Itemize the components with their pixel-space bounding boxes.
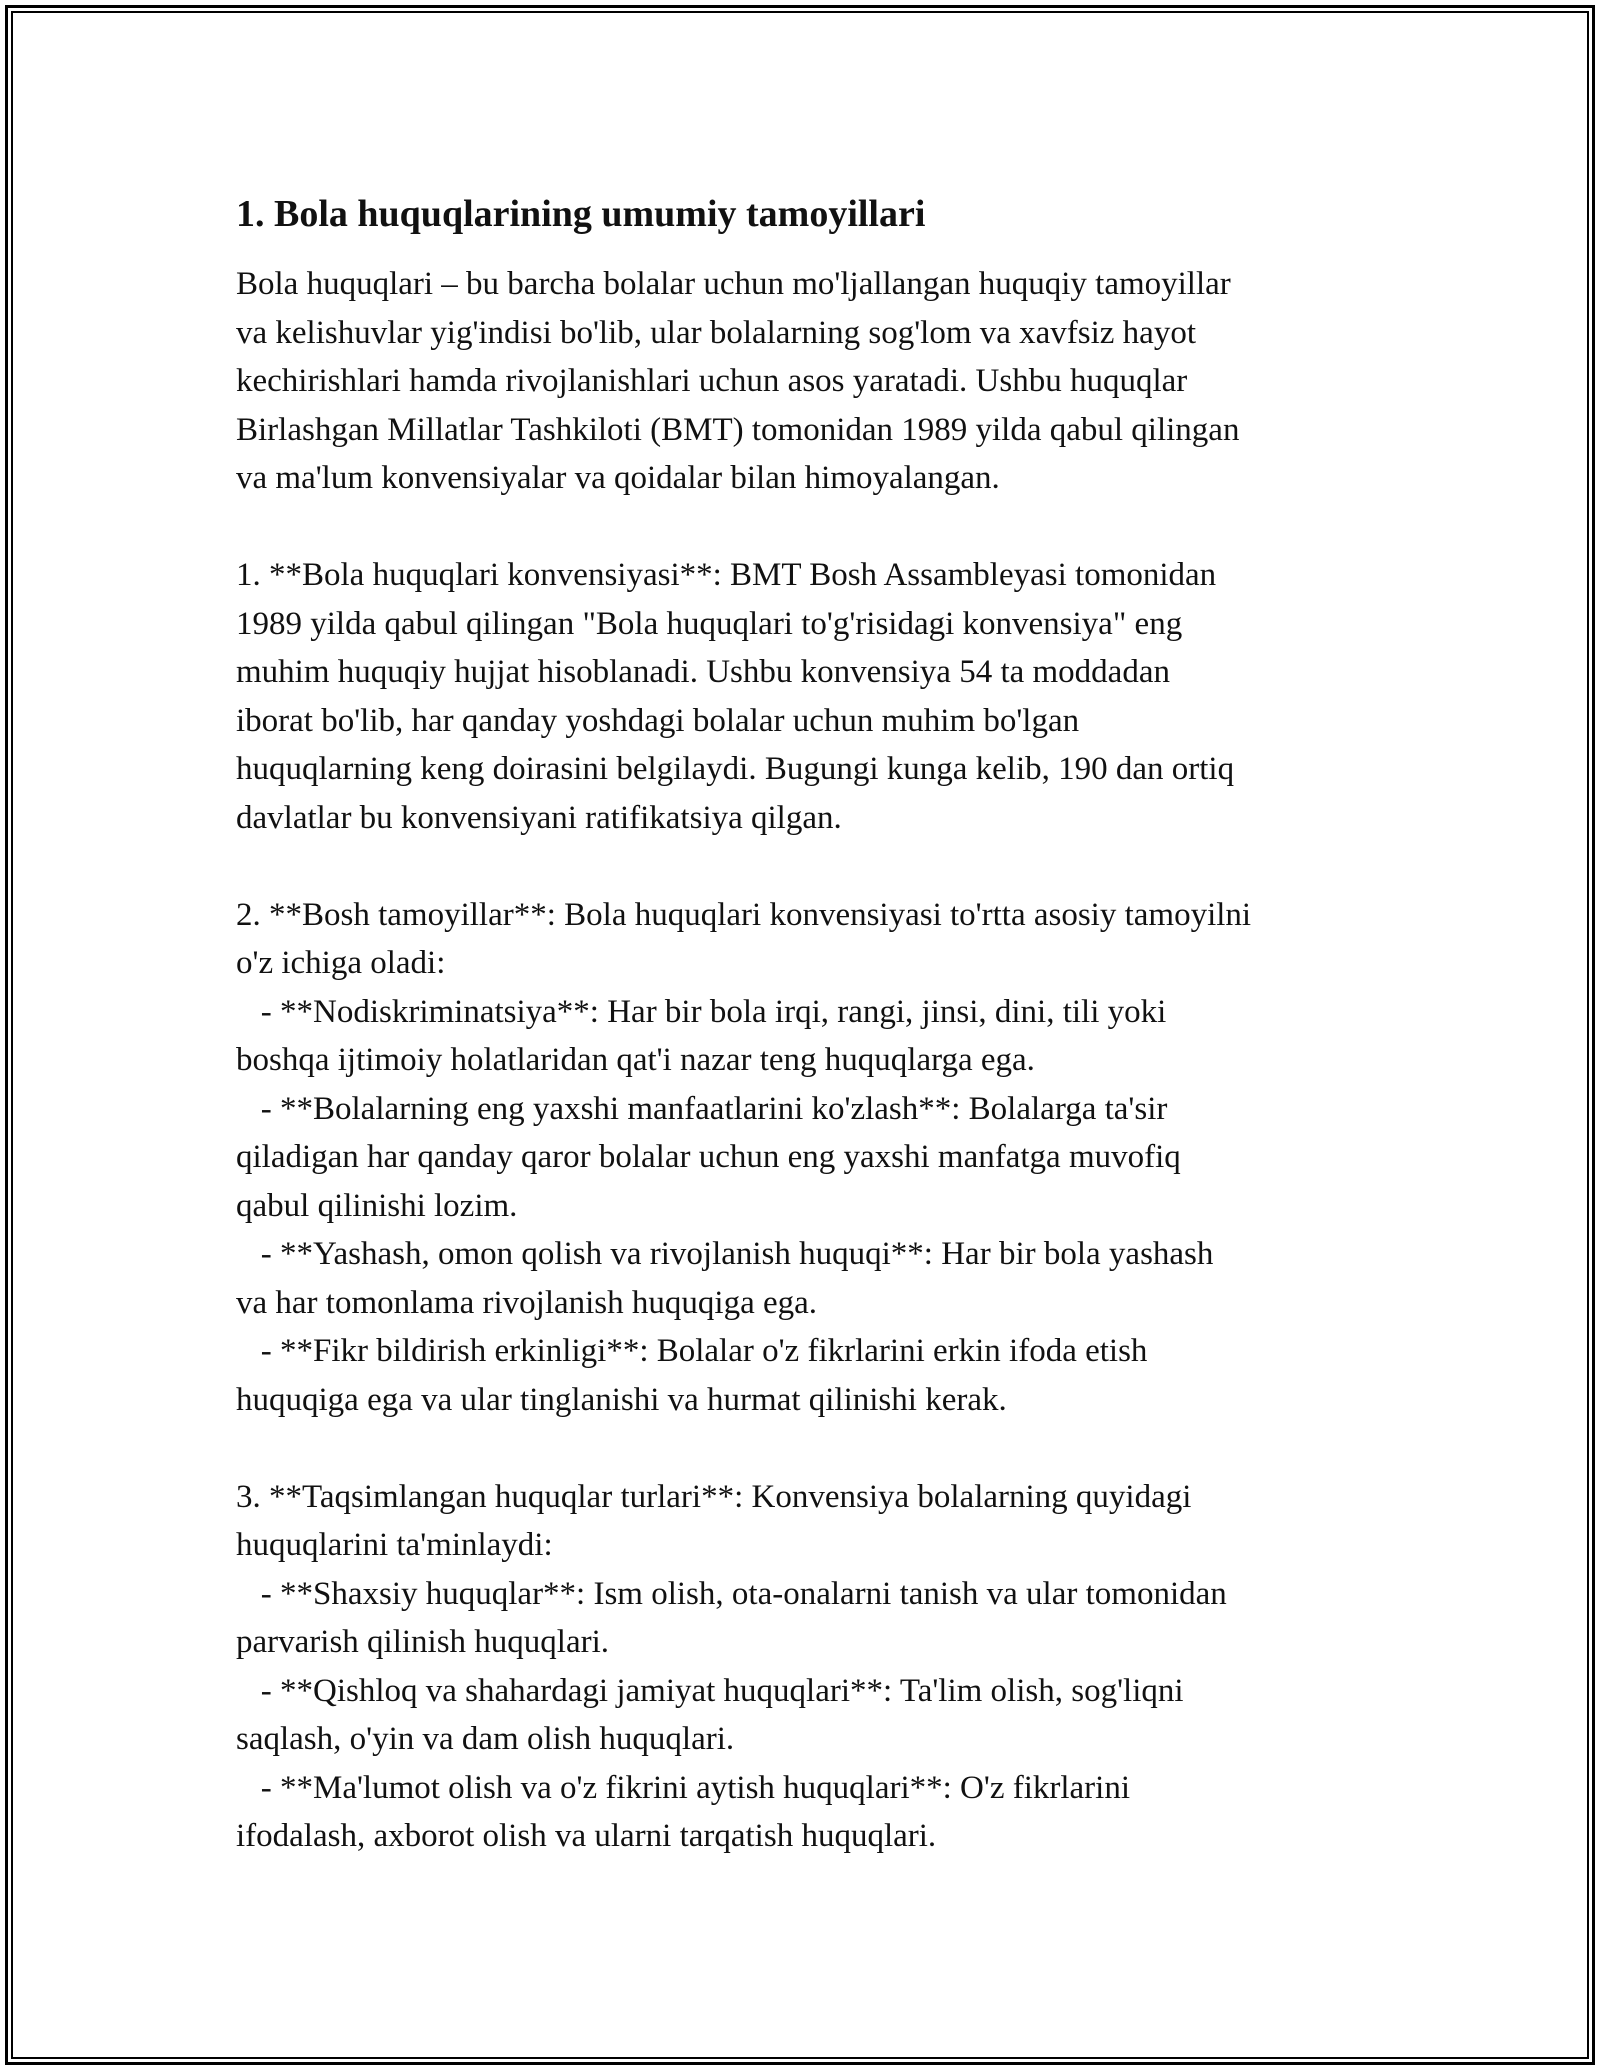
section-2-paragraph: 2. **Bosh tamoyillar**: Bola huquqlari konvensiyasi to'rtta asosiy tamoyilni o'z ichiga oladi: - **Nodiskriminatsiya**: Har bir bola irqi, rangi, jinsi, dini, tili yoki boshqa ijtimoiy holatlaridan qat'i nazar teng huquqlarga ega. - **Bolalarning eng yaxshi manfaatlarini ko'zlash**: Bolalarga ta'sir qiladigan har qanday qaror bolalar uchun eng yaxshi manfatga muvofiq qabul qilinishi lozim. - **Yashash, omon qolish va rivojlanish huquqi**: Har bir bola yashash va har tomonlama rivojlanish huquqiga ega. - **Fikr bildirish erkinligi**: Bolalar o'z fikrlarini erkin ifoda etish huquqiga ega va ular tinglanishi va hurmat qilinishi kerak. [236,896,1252,1418]
section-1-paragraph: 1. **Bola huquqlari konvensiyasi**: BMT Bosh Assambleyasi tomonidan 1989 yilda qabul qilingan "Bola huquqlari to'g'risidagi konvensiya" eng muhim huquqiy hujjat hisoblanadi. Ushbu konvensiya 54 ta moddadan iborat bo'lib, har qanday yoshdagi bolalar uchun muhim bo'lgan huquqlarning keng doirasini belgilaydi. Bugungi kunga kelib, 190 dan ortiq davlatlar bu konvensiyani ratifikatsiya qilgan. [236,557,1235,836]
intro-paragraph: Bola huquqlari – bu barcha bolalar uchun mo'ljallangan huquqiy tamoyillar va kelishuvlar yig'indisi bo'lib, ular bolalarning sog'lom va xavfsiz hayot kechirishlari hamda rivojlanishlari uchun asos yaratadi. Ushbu huquqlar Birlashgan Millatlar Tashkiloti (BMT) tomonidan 1989 yilda qabul qilingan va ma'lum konvensiyalar va qoidalar bilan himoyalangan. [236,266,1240,496]
document-body [236,190,1366,1861]
paragraph-spacer [236,503,1366,552]
paragraph-spacer [236,1424,1366,1473]
document-title: 1. Bola huquqlarining umumiy tamoyillari [236,193,926,235]
section-3-paragraph: 3. **Taqsimlangan huquqlar turlari**: Konvensiya bolalarning quyidagi huquqlarini ta'minlaydi: - **Shaxsiy huquqlar**: Ism olish, ota-onalarni tanish va ular tomonidan parvarish qilinish huquqlari. - **Qishloq va shahardagi jamiyat huquqlari**: Ta'lim olish, sog'liqni saqlash, o'yin va dam olish huquqlari. - **Ma'lumot olish va o'z fikrini aytish huquqlari**: O'z fikrlarini ifodalash, axborot olish va ularni tarqatish huquqlari. [236,1478,1227,1854]
paragraph-spacer [236,842,1366,891]
